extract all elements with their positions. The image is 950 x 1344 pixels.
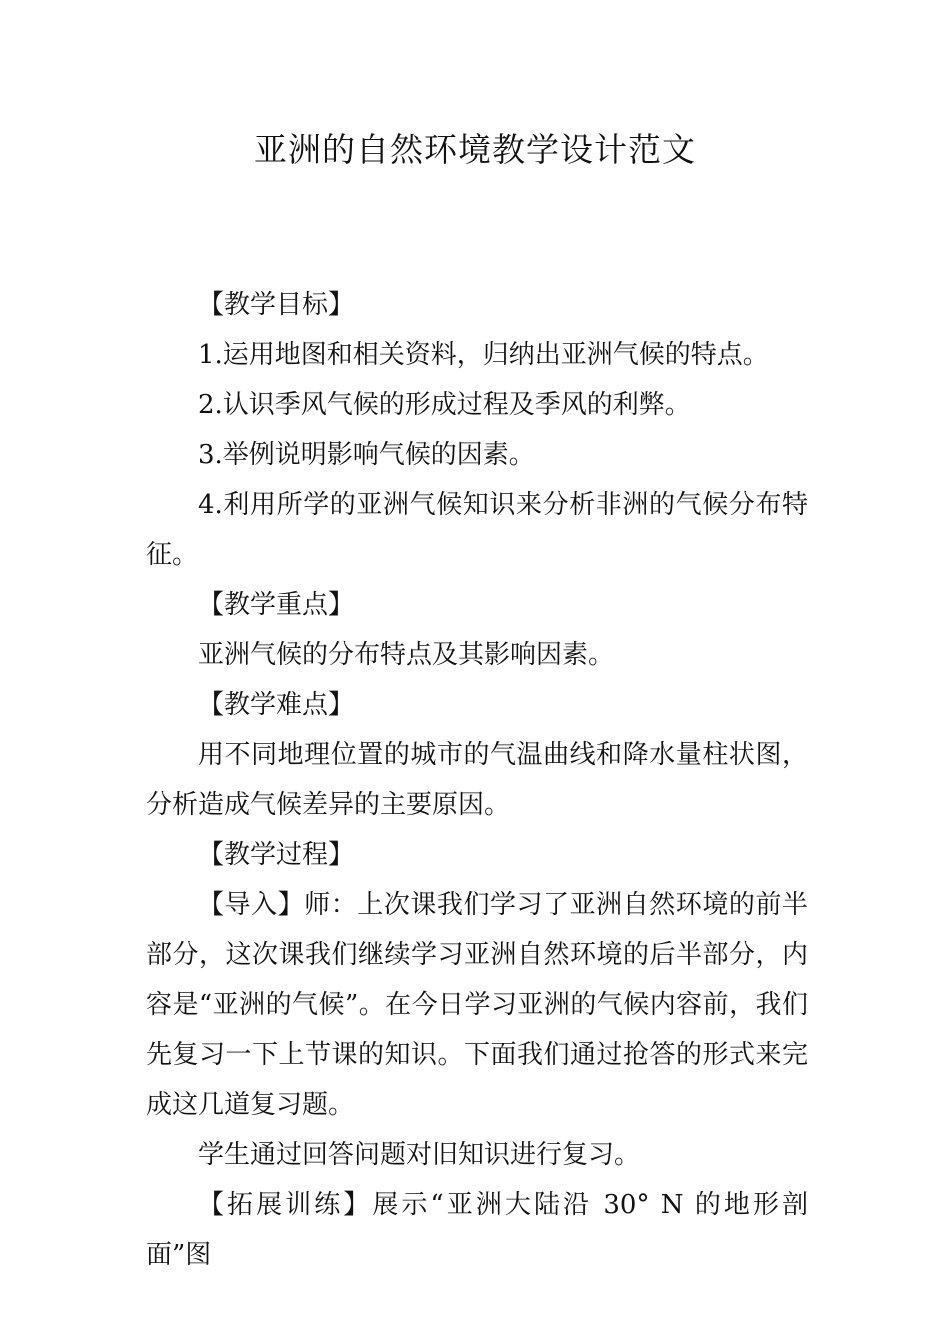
- difficulties-text: 用不同地理位置的城市的气温曲线和降水量柱状图，分析造成气候差异的主要原因。: [146, 740, 808, 820]
- section-heading-objectives: 【教学目标】: [198, 290, 355, 320]
- section-heading-key-points: 【教学重点】: [198, 590, 355, 620]
- document-body: [146, 280, 808, 1280]
- key-points-text: 亚洲气候的分布特点及其影响因素。: [198, 640, 615, 670]
- student-review-paragraph: 学生通过回答问题对旧知识进行复习。: [198, 1140, 641, 1170]
- process-intro-paragraph: 【导入】师：上次课我们学习了亚洲自然环境的前半部分，这次课我们继续学习亚洲自然环境的后半部分，内容是“亚洲的气候”。在今日学习亚洲的气候内容前，我们先复习一下上节课的知识。下面我们通过抢答的形式来完成这几道复习题。: [146, 890, 808, 1120]
- document-title: 亚洲的自然环境教学设计范文: [254, 130, 696, 169]
- section-heading-difficulties: 【教学难点】: [198, 690, 355, 720]
- objective-item-3: 3.举例说明影响气候的因素。: [198, 440, 535, 470]
- objective-item-1: 1.运用地图和相关资料，归纳出亚洲气候的特点。: [198, 340, 769, 370]
- objective-item-4: 4.利用所学的亚洲气候知识来分析非洲的气候分布特征。: [146, 490, 808, 570]
- objective-item-2: 2.认识季风气候的形成过程及季风的利弊。: [198, 390, 691, 420]
- extension-training-paragraph: 【拓展训练】展示“亚洲大陆沿 30° N 的地形剖面”图: [146, 1190, 808, 1270]
- section-heading-process: 【教学过程】: [198, 840, 355, 870]
